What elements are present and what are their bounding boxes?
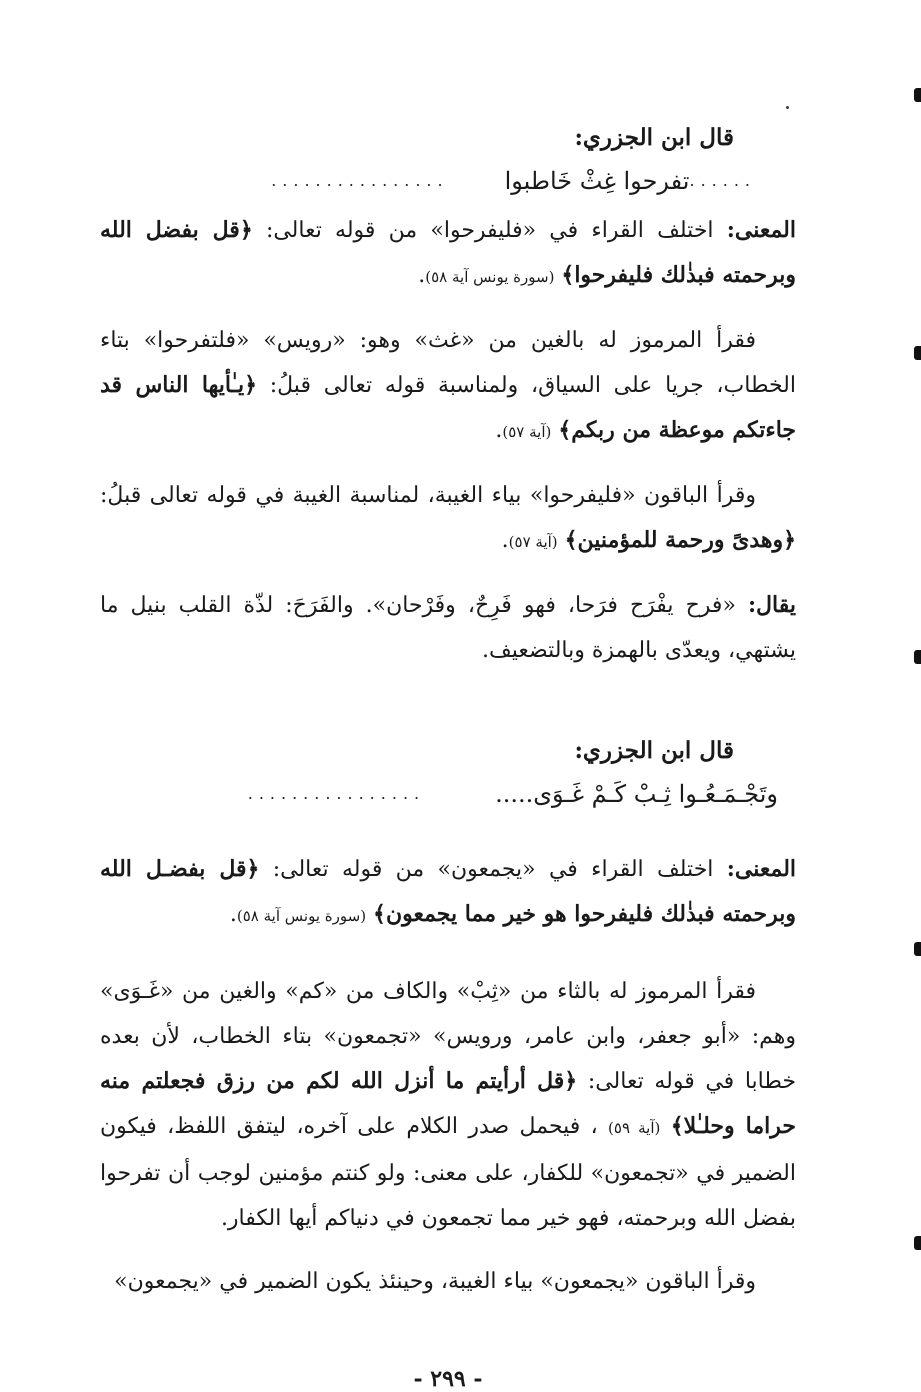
verse-reference: (آية ٥٧) bbox=[502, 423, 552, 441]
paragraph-text: وقرأ الباقون «فليفرحوا» بياء الغيبة، لمناسبة الغيبة في قوله تعالى قبلُ: bbox=[100, 483, 756, 508]
quran-quote: ﴿قل أرأيتم ما أنزل الله لكم من رزق فجعلتم منه حراما وحلـٰلا﴾ bbox=[100, 1068, 796, 1139]
margin-mark bbox=[914, 1236, 921, 1250]
margin-mark bbox=[914, 88, 921, 102]
margin-mark bbox=[914, 346, 921, 360]
paragraph-text: وقرأ الباقون «يجمعون» بياء الغيبة، وحينئذ يكون الضمير في «يجمعون» bbox=[114, 1269, 756, 1294]
verse-reference: (آية ٥٩) bbox=[608, 1119, 661, 1137]
verse-line bbox=[158, 771, 778, 817]
meaning-paragraph bbox=[100, 208, 796, 300]
margin-mark bbox=[914, 942, 921, 956]
verse-line bbox=[136, 158, 756, 204]
reading-paragraph bbox=[100, 473, 796, 565]
paragraph-text-continued: ، فيحمل صدر الكلام على آخره، ليتفق اللفظ، فيكون الضمير في «تجمعون» للكفار، على معنى: ولو كنتم مؤمنين لوجب أن تفرحوا بفضل الله وبرحمته، فهو خير مما تجمعون في دنياكم أيها الكفار. bbox=[100, 1114, 796, 1231]
meaning-paragraph bbox=[100, 847, 796, 939]
quran-quote: ﴿قل بفضـل الله وبرحمته فبذٰلك فليفرحوا هو خير مما يجمعون﴾ bbox=[100, 856, 796, 927]
verse-reference: (سورة يونس آية ٥٨) bbox=[236, 907, 367, 925]
quran-quote: ﴿وهدىً ورحمة للمؤمنين﴾ bbox=[564, 527, 796, 553]
paragraph-text: «فرح يفْرَح فرَحا، فهو فَرِحٌ، وفَرْحان». والفَرَحَ: لذّة القلب بنيل ما يشتهي، ويعدّى بالهمزة وبالتضعيف. bbox=[100, 593, 796, 663]
section-heading: قال ابن الجزري: bbox=[574, 124, 734, 151]
reading-paragraph bbox=[100, 318, 796, 455]
lexical-paragraph bbox=[100, 583, 796, 673]
paragraph-text: فقرأ المرموز له بالثاء من «ثِبْ» والكاف من «كم» والغين من «غَـوَى» وهم: «أبو جعفر، وابن عامر، ورويس» «تجمعون» بتاء الخطاب، لأن بعده خطابا في قوله تعالى: bbox=[100, 979, 797, 1094]
quran-quote: ﴿قل بفضل الله وبرحمته فبذٰلك فليفرحوا﴾ bbox=[100, 217, 796, 288]
paragraph-end: . bbox=[418, 263, 426, 288]
verse-text: تفرحوا غِثْ خَاطبوا bbox=[504, 167, 690, 195]
paragraph-end: . bbox=[229, 902, 237, 927]
verse-reference: (سورة يونس آية ٥٨) bbox=[425, 268, 555, 286]
meaning-label: المعنى: bbox=[726, 217, 796, 243]
paragraph-end: . bbox=[495, 418, 503, 443]
paragraph-text: اختلف القراء في «فليفرحوا» من قوله تعالى: bbox=[265, 218, 714, 243]
verse-dots-end: ................ bbox=[271, 171, 449, 190]
page-number: - ٢٩٩ - bbox=[413, 1366, 483, 1392]
lexical-label: يقال: bbox=[747, 592, 796, 618]
meaning-label: المعنى: bbox=[726, 856, 797, 882]
scan-speck bbox=[786, 106, 789, 109]
paragraph-text: اختلف القراء في «يجمعون» من قوله تعالى: bbox=[272, 857, 714, 882]
section-2 bbox=[100, 731, 796, 1304]
reading-paragraph bbox=[100, 1259, 796, 1304]
quran-quote: ﴿يـٰأيها الناس قد جاءتكم موعظة من ربكم﴾ bbox=[100, 372, 796, 443]
verse-text: وتَجْـمَـعُـوا ثِـبْ كَـمْ غَـوَى..... bbox=[495, 780, 778, 808]
verse-dots-start: ...... bbox=[689, 171, 756, 190]
verse-reference: (آية ٥٧) bbox=[508, 533, 558, 551]
verse-dots-end: ................ bbox=[247, 784, 426, 803]
reading-paragraph bbox=[100, 969, 796, 1241]
page-body bbox=[100, 118, 797, 1392]
section-heading: قال ابن الجزري: bbox=[574, 737, 734, 764]
margin-mark bbox=[914, 650, 921, 664]
paragraph-end: . bbox=[501, 528, 509, 553]
section-1 bbox=[100, 118, 796, 673]
paragraph-text: فقرأ المرموز له بالغين من «غث» وهو: «رويس» «فلتفرحوا» بتاء الخطاب، جريا على السياق، ولمناسبة قوله تعالى قبلُ: bbox=[100, 328, 797, 398]
